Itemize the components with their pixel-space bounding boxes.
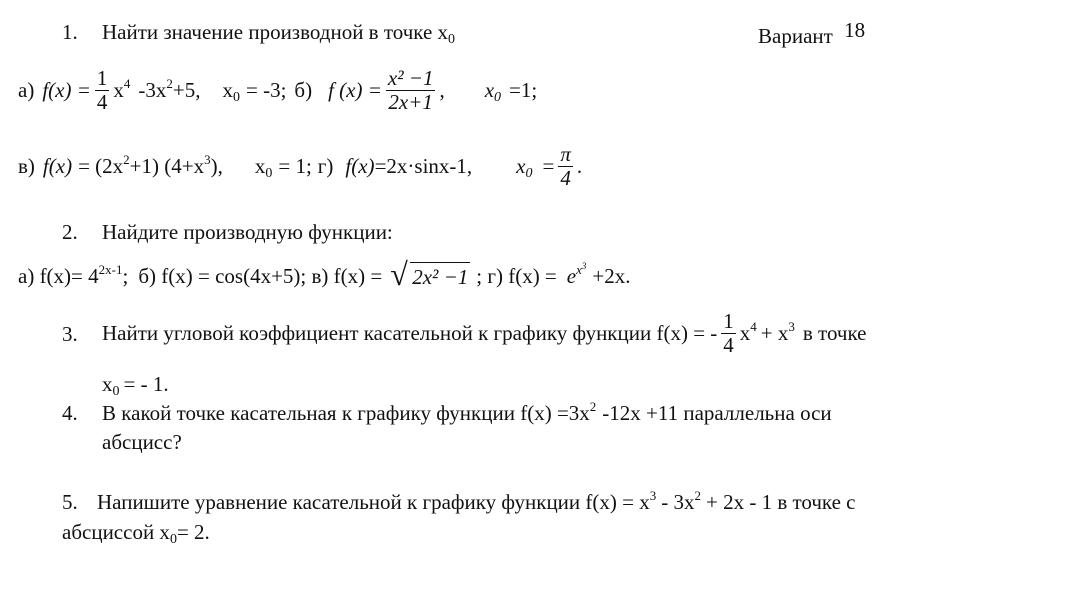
task1-a-term2: $-3x^2$ [138,75,173,102]
task3-term1: $x^4$ [739,318,757,345]
task2-title: Найдите производную функции: [102,220,393,244]
task2-number: 2. [62,220,78,244]
task1-row-vg [18,136,582,196]
task3-term3: в точке [802,320,867,345]
task1-b-x0: $x_0$ [484,77,502,105]
task1-g-frac-den: 4 [558,166,573,189]
task2-g: ; г) f(x) = [476,263,557,288]
task1-g-x0: $x_0$ [516,153,533,181]
task1-title-text: Найти значение производной в точке x [102,20,449,44]
task1-a-term3: +5, [172,77,201,102]
task1-title [102,20,455,45]
task1-b-fx: f (x) = [328,77,382,102]
task2-end: +2x. [592,263,631,288]
variant-label-text: Вариант [758,24,833,48]
task1-b-label: б) [294,77,313,102]
task1-b-fraction [386,67,436,112]
task1-b-x0-value: =1; [509,77,538,102]
task3-fraction [721,310,736,355]
task1-g-label: г) [317,153,334,178]
task2-a: а) $f(x)= 4^{2x-1}$; [18,261,129,288]
task5-line1: 5. Напишите уравнение касательной к графику функции $f(x) = x^3 - 3x^2 + 2x - 1$ в точке с [62,488,856,514]
task1-a-term1: $x^4$ [113,75,131,102]
task1-number: 1. [62,20,78,44]
task1-b-frac-num: x² −1 [387,66,434,91]
task1-g-dot: . [576,153,583,178]
task3-number: 3. [62,322,78,346]
variant-label [758,18,866,49]
task1-a-frac-den: 4 [96,89,108,114]
task3-line1 [102,300,866,366]
task1-a-fraction [95,67,110,112]
sqrt-radical-icon: √ [390,256,408,292]
task2-row [18,258,630,294]
task4-line1: В какой точке касательная к графику функции $f(x) =3x^2$ -12x +11 параллельна оси [102,399,832,425]
task3-term2: + $x^3$ [760,318,795,345]
task1-v-fx: f(x) [42,153,73,178]
task3-frac-num: 1 [723,309,734,334]
task1-title-sub: 0 [448,32,456,47]
task1-v-x0-value: = 1; [278,153,312,178]
task1-a-x0: $x_0$ [222,77,240,105]
task1-g-fraction [558,143,573,188]
task1-b-frac-den: 2x+1 [386,90,436,113]
task1-b-comma: , [439,77,445,102]
task3-frac-den: 4 [723,332,734,357]
task2-exp: $e^{x^3}$ [566,260,587,288]
variant-number: 18 [844,18,866,42]
task3-text: Найти угловой коэффициент касательной к графику функции f(x) = - [102,320,718,345]
task1-v-label: в) [18,153,35,178]
task2-bv: б) f(x) = cos(4x+5); в) f(x) = [138,263,383,288]
task5-number: 5. [62,490,78,514]
task1-a-x0-value: = -3; [245,77,287,102]
task3-line2: $x_0$ = - 1. [102,372,169,399]
task2-sqrt-body: 2x² −1 [410,262,470,290]
task1-a-fx: f(x) = [42,77,91,102]
task1-v-x0: $x_0$ [254,153,273,181]
task1-a-frac-num: 1 [96,66,108,91]
task1-v-expr: = $(2x^2+1)$ $(4+x^3)$, [78,151,223,178]
task5-line2: абсциссой $x_0= 2$. [62,520,210,547]
task1-a-label: а) [18,77,35,102]
task1-g-fx: f(x) [345,153,375,178]
task1-row-ab [18,60,537,120]
task1-g-eq: = [542,153,555,178]
task1-g-expr: =2x·sinx-1, [374,153,473,178]
task4-line2: абсцисс? [102,430,182,454]
task2-sqrt [390,256,470,292]
task1-g-frac-num: π [560,142,571,167]
task4-number: 4. [62,401,78,425]
